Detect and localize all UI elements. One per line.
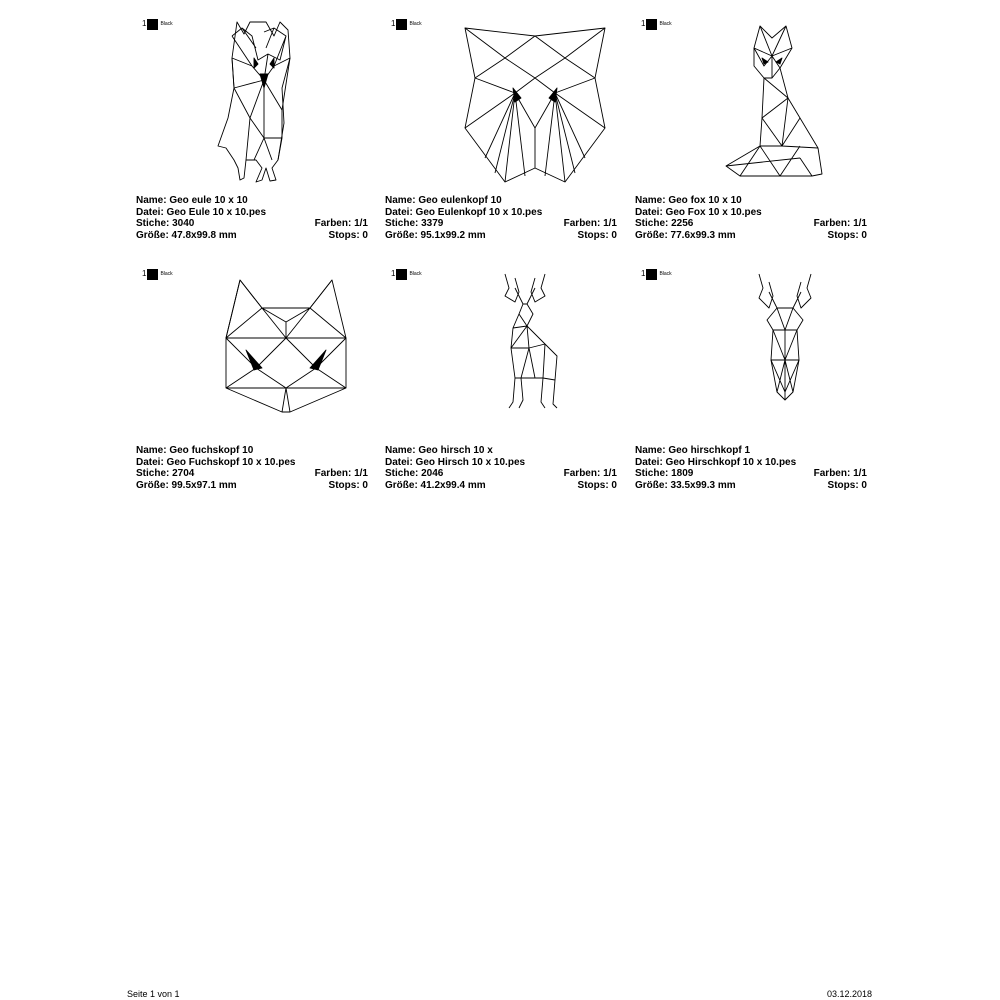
design-size: Größe: 33.5x99.3 mm bbox=[635, 480, 736, 492]
design-card-owl bbox=[136, 18, 368, 258]
design-name: Name: Geo fuchskopf 10 bbox=[136, 445, 254, 456]
thread-color-swatch bbox=[391, 18, 422, 30]
design-file: Datei: Geo Fuchskopf 10 x 10.pes bbox=[136, 456, 296, 468]
design-stops: Stops: 0 bbox=[577, 480, 617, 492]
design-stitches: Stiche: 2704 bbox=[136, 468, 195, 480]
design-stitches: Stiche: 1809 bbox=[635, 468, 694, 480]
design-card-deer-head bbox=[635, 268, 867, 508]
design-info bbox=[385, 445, 617, 492]
design-colors: Farben: 1/1 bbox=[563, 468, 617, 480]
thread-color-swatch bbox=[142, 18, 173, 30]
black-color-box bbox=[147, 269, 158, 280]
design-name: Name: Geo hirschkopf 1 bbox=[635, 445, 751, 456]
black-color-box bbox=[646, 269, 657, 280]
geometric-owl-head-icon bbox=[455, 18, 615, 202]
design-stitches: Stiche: 3040 bbox=[136, 218, 195, 230]
geometric-deer-head-icon bbox=[745, 268, 825, 452]
design-file: Datei: Geo Fox 10 x 10.pes bbox=[635, 206, 762, 218]
thread-label: Black bbox=[160, 21, 173, 27]
design-name: Name: Geo eulenkopf 10 bbox=[385, 195, 502, 206]
thread-number: 1 bbox=[641, 269, 646, 278]
design-file: Datei: Geo Eule 10 x 10.pes bbox=[136, 206, 267, 218]
black-color-box bbox=[396, 19, 407, 30]
design-card-fox-head bbox=[136, 268, 368, 508]
design-stops: Stops: 0 bbox=[577, 230, 617, 242]
design-size: Größe: 99.5x97.1 mm bbox=[136, 480, 237, 492]
design-size: Größe: 47.8x99.8 mm bbox=[136, 230, 237, 242]
thread-color-swatch bbox=[391, 268, 422, 280]
design-size: Größe: 95.1x99.2 mm bbox=[385, 230, 486, 242]
design-card-deer bbox=[385, 268, 617, 508]
design-info bbox=[136, 195, 368, 242]
design-card-fox bbox=[635, 18, 867, 258]
print-date: 03.12.2018 bbox=[827, 989, 873, 999]
design-size: Größe: 41.2x99.4 mm bbox=[385, 480, 486, 492]
design-colors: Farben: 1/1 bbox=[314, 468, 368, 480]
design-name: Name: Geo eule 10 x 10 bbox=[136, 195, 248, 206]
design-info bbox=[635, 445, 867, 492]
page-number: Seite 1 von 1 bbox=[127, 989, 180, 999]
thread-number: 1 bbox=[391, 19, 396, 28]
design-file: Datei: Geo Eulenkopf 10 x 10.pes bbox=[385, 206, 543, 218]
thread-label: Black bbox=[409, 21, 422, 27]
black-color-box bbox=[396, 269, 407, 280]
design-size: Größe: 77.6x99.3 mm bbox=[635, 230, 736, 242]
thread-number: 1 bbox=[391, 269, 396, 278]
design-name: Name: Geo hirsch 10 x bbox=[385, 445, 493, 456]
geometric-fox-head-icon bbox=[206, 268, 366, 452]
thread-label: Black bbox=[659, 271, 672, 277]
design-file: Datei: Geo Hirsch 10 x 10.pes bbox=[385, 456, 526, 468]
thread-color-swatch bbox=[641, 268, 672, 280]
design-stitches: Stiche: 3379 bbox=[385, 218, 444, 230]
design-file: Datei: Geo Hirschkopf 10 x 10.pes bbox=[635, 456, 797, 468]
design-colors: Farben: 1/1 bbox=[563, 218, 617, 230]
thread-label: Black bbox=[659, 21, 672, 27]
black-color-box bbox=[147, 19, 158, 30]
design-stitches: Stiche: 2256 bbox=[635, 218, 694, 230]
thread-number: 1 bbox=[142, 19, 147, 28]
thread-number: 1 bbox=[641, 19, 646, 28]
thread-label: Black bbox=[160, 271, 173, 277]
design-info bbox=[136, 445, 368, 492]
thread-color-swatch bbox=[641, 18, 672, 30]
thread-label: Black bbox=[409, 271, 422, 277]
design-info bbox=[385, 195, 617, 242]
design-stops: Stops: 0 bbox=[827, 230, 867, 242]
design-stitches: Stiche: 2046 bbox=[385, 468, 444, 480]
geometric-deer-icon bbox=[485, 268, 575, 452]
design-stops: Stops: 0 bbox=[328, 480, 368, 492]
thread-color-swatch bbox=[142, 268, 173, 280]
design-info bbox=[635, 195, 867, 242]
design-colors: Farben: 1/1 bbox=[813, 468, 867, 480]
design-card-owl-head bbox=[385, 18, 617, 258]
black-color-box bbox=[646, 19, 657, 30]
geometric-owl-icon bbox=[194, 18, 368, 202]
thread-number: 1 bbox=[142, 269, 147, 278]
design-colors: Farben: 1/1 bbox=[314, 218, 368, 230]
design-name: Name: Geo fox 10 x 10 bbox=[635, 195, 742, 206]
design-colors: Farben: 1/1 bbox=[813, 218, 867, 230]
design-stops: Stops: 0 bbox=[827, 480, 867, 492]
design-stops: Stops: 0 bbox=[328, 230, 368, 242]
geometric-fox-icon bbox=[720, 18, 865, 202]
